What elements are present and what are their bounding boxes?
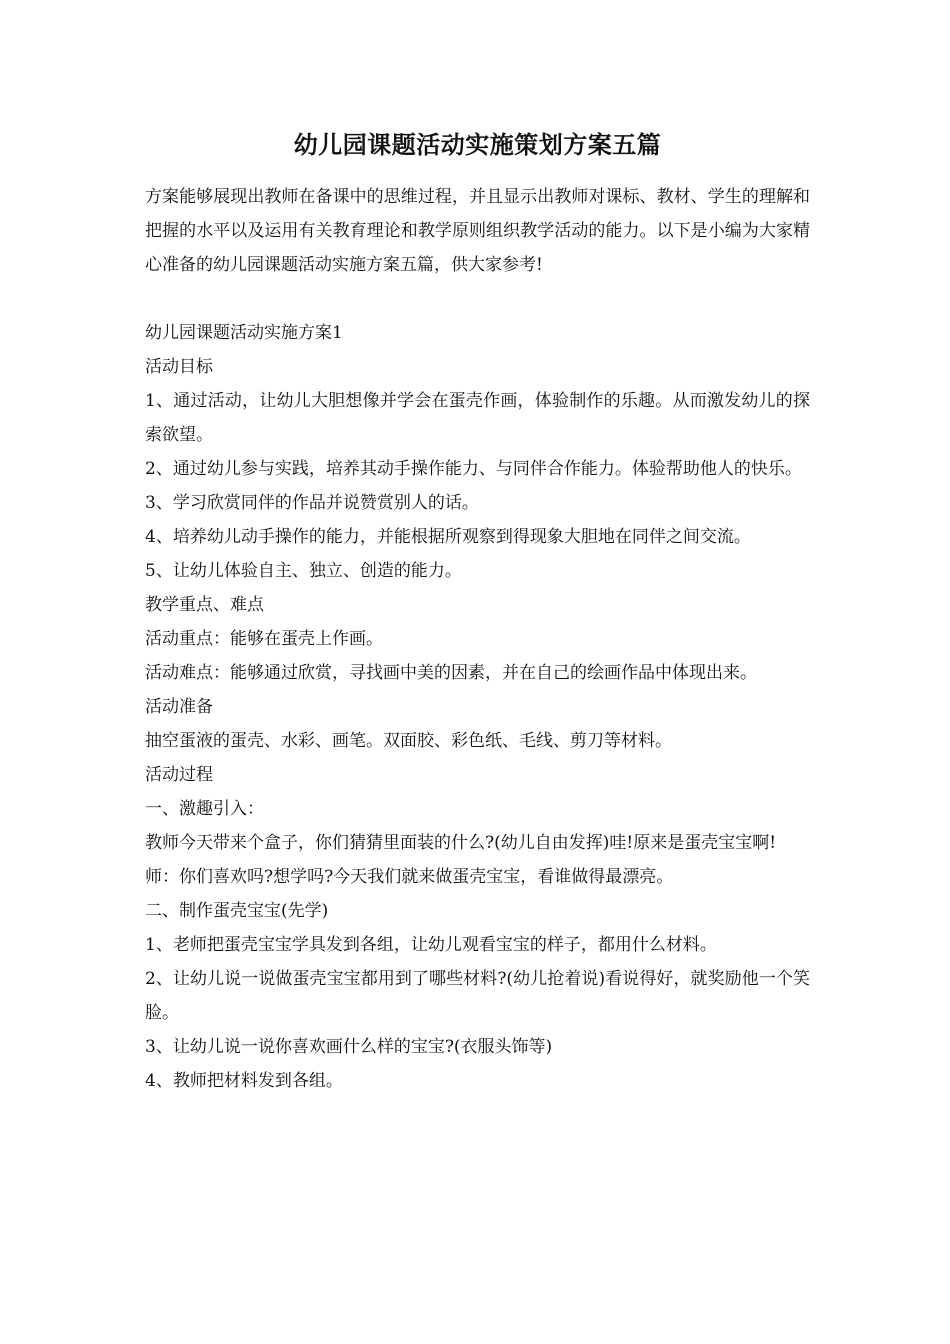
process-item-4: 4、教师把材料发到各组。 (145, 1071, 343, 1091)
document-title: 幼儿园课题活动实施策划方案五篇 (293, 130, 662, 159)
process-item-2: 2、让幼儿说一说做蛋壳宝宝都用到了哪些材料?(幼儿抢着说)看说得好，就奖励他一个笑脸。 (145, 969, 810, 1023)
preparation-text: 抽空蛋液的蛋壳、水彩、画笔。双面胶、彩色纸、毛线、剪刀等材料。 (145, 731, 672, 751)
goal-item-5: 5、让幼儿体验自主、独立、创造的能力。 (145, 561, 462, 581)
heading-process: 活动过程 (145, 765, 213, 785)
goal-item-4: 4、培养幼儿动手操作的能力，并能根据所观察到得现象大胆地在同伴之间交流。 (145, 527, 751, 547)
key-point-text: 活动重点：能够在蛋壳上作画。 (145, 629, 383, 649)
goal-item-2: 2、通过幼儿参与实践，培养其动手操作能力、与同伴合作能力。体验帮助他人的快乐。 (145, 459, 802, 479)
heading-key-points: 教学重点、难点 (145, 595, 264, 615)
goal-item-3: 3、学习欣赏同伴的作品并说赞赏别人的话。 (145, 493, 479, 513)
process-step-1-heading: 一、激趣引入： (145, 799, 264, 819)
document-page (145, 128, 810, 1098)
heading-preparation: 活动准备 (145, 697, 213, 717)
section-heading-plan-1: 幼儿园课题活动实施方案1 (145, 323, 343, 343)
process-item-3: 3、让幼儿说一说你喜欢画什么样的宝宝?(衣服头饰等) (145, 1037, 553, 1057)
process-step-2-heading: 二、制作蛋壳宝宝(先学) (145, 901, 329, 921)
difficulty-text: 活动难点：能够通过欣赏，寻找画中美的因素，并在自己的绘画作品中体现出来。 (145, 663, 757, 683)
process-paragraph-2: 师：你们喜欢吗?想学吗?今天我们就来做蛋壳宝宝，看谁做得最漂亮。 (145, 867, 674, 887)
heading-activity-goals: 活动目标 (145, 357, 213, 377)
process-item-1: 1、老师把蛋壳宝宝学具发到各组，让幼儿观看宝宝的样子，都用什么材料。 (145, 935, 717, 955)
intro-paragraph: 方案能够展现出教师在备课中的思维过程，并且显示出教师对课标、教材、学生的理解和把握的水平以及运用有关教育理论和教学原则组织教学活动的能力。以下是小编为大家精心准备的幼儿园课题活动实施方案五篇，供大家参考! (145, 187, 810, 275)
process-paragraph-1: 教师今天带来个盒子，你们猜猜里面装的什么?(幼儿自由发挥)哇!原来是蛋壳宝宝啊! (145, 833, 777, 853)
goal-item-1: 1、通过活动，让幼儿大胆想像并学会在蛋壳作画，体验制作的乐趣。从而激发幼儿的探索欲望。 (145, 391, 810, 445)
